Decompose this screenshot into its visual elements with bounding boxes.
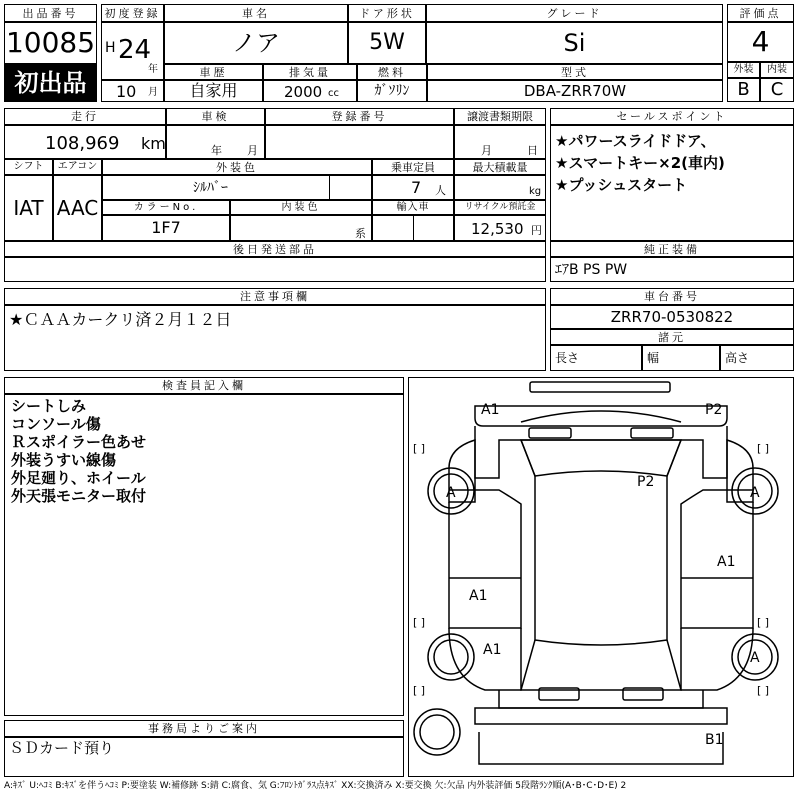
inspection-label: 車検: [166, 108, 265, 125]
color-no-value: 1F7: [102, 215, 230, 241]
transfer-deadline-label: 譲渡書類期限: [454, 108, 546, 125]
interior-color-label: 内装色: [230, 200, 372, 215]
diagram-mark-a1: A1: [717, 554, 736, 570]
transfer-deadline-cell: [454, 125, 546, 159]
office-value: ＳＤカード預り: [4, 737, 404, 777]
registration-month-cell: [101, 80, 164, 102]
capacity-cell: [372, 175, 454, 200]
sales-point-item: ★パワースライドドア、: [555, 132, 716, 150]
height-label: 高さ: [720, 345, 794, 371]
registration-no-cell: [265, 125, 454, 159]
registration-year-unit: 年: [148, 64, 158, 75]
car-name: ノア: [164, 22, 348, 64]
registration-year: 24: [118, 35, 152, 65]
model-label: 型式: [427, 64, 723, 80]
color-no-label: カラーNo.: [102, 200, 230, 215]
chassis-label: 車台番号: [550, 288, 794, 305]
recycle-cell: [454, 215, 546, 241]
notes-value: ★ＣＡＡカークリ済２月１２日: [4, 305, 546, 371]
recycle-label: リサイクル預託金: [454, 200, 546, 215]
grade: Si: [426, 22, 723, 64]
diagram-bracket: [ ]: [757, 442, 770, 455]
inspector-remarks: [4, 394, 404, 716]
displacement-value: 2000: [284, 83, 323, 101]
interior-score-label: 内装: [760, 62, 794, 78]
aircon-label: エアコン: [53, 159, 102, 175]
transfer-day-unit: 日: [527, 144, 538, 157]
remark-item: 外装うすい線傷: [11, 451, 117, 469]
car-name-label: 車名: [164, 4, 348, 22]
shift-value: IAT: [4, 175, 53, 241]
diagram-mark-p2: P2: [637, 474, 655, 490]
recycle-value: 12,530: [471, 220, 524, 238]
history-value: 自家用: [164, 80, 263, 102]
diagram-mark-a: A: [446, 485, 456, 501]
length-label: 長さ: [550, 345, 642, 371]
grade-label: グレード: [426, 4, 723, 22]
damage-diagram: [408, 377, 794, 777]
diagram-bracket: [ ]: [413, 684, 426, 697]
sales-point-item: ★スマートキー×2(車内): [555, 154, 725, 172]
mileage-unit: km: [141, 134, 166, 153]
registration-no-label: 登録番号: [265, 108, 454, 125]
diagram-bracket: [ ]: [757, 616, 770, 629]
interior-score: C: [760, 78, 794, 102]
capacity-label: 乗車定員: [372, 159, 454, 175]
car-outline-diagram: [409, 378, 793, 776]
remark-item: シートしみ: [11, 397, 87, 415]
import-label: 輸入車: [372, 200, 454, 215]
transfer-month-unit: 月: [481, 144, 492, 157]
diagram-mark-b1: B1: [705, 732, 724, 748]
mileage-value: 108,969: [45, 133, 120, 154]
notes-label: 注意事項欄: [4, 288, 546, 305]
inspection-year-unit: 年: [211, 144, 222, 157]
model-value: DBA-ZRR70W: [427, 80, 723, 102]
exterior-score-label: 外装: [727, 62, 760, 78]
genuine-equipment-value: ｴｱB PS PW: [550, 257, 794, 282]
sales-point-item: ★プッシュスタート: [555, 176, 688, 194]
max-load-cell: [454, 175, 546, 200]
office-label: 事務局よりご案内: [4, 720, 404, 737]
exterior-color-cell: [102, 175, 372, 200]
score-label: 評価点: [727, 4, 794, 22]
score-value: 4: [727, 22, 794, 62]
shift-label: シフト: [4, 159, 53, 175]
diagram-bracket: [ ]: [413, 616, 426, 629]
sales-points-list: [550, 125, 794, 241]
door-label: ドア形状: [348, 4, 426, 22]
dimensions-label: 諸元: [550, 329, 794, 345]
capacity-unit: 人: [435, 184, 446, 197]
mileage-cell: [4, 125, 166, 159]
diagram-bracket: [ ]: [757, 684, 770, 697]
diagram-mark-a: A: [750, 650, 760, 666]
max-load-label: 最大積載量: [454, 159, 546, 175]
exterior-color-label: 外装色: [102, 159, 372, 175]
registration-year-cell: [101, 22, 164, 80]
aircon-value: AAC: [53, 175, 102, 241]
later-parts-cell: [4, 257, 546, 282]
diagram-mark-a: A: [750, 485, 760, 501]
import-cell: [372, 215, 454, 241]
later-parts-label: 後日発送部品: [4, 241, 546, 257]
displacement-unit: cc: [328, 88, 339, 99]
inspection-cell: [166, 125, 265, 159]
chassis-value: ZRR70-0530822: [550, 305, 794, 329]
remark-item: 外足廻り、ホイール: [11, 469, 146, 487]
legend-text: A:ｷｽﾞ U:ﾍｺﾐ B:ｷｽﾞを伴うﾍｺﾐ P:要塗装 W:補修跡 S:錆 C:腐食、気 G:ﾌﾛﾝﾄｶﾞﾗｽ点ｷｽﾞ XX:交換済み X:要交換 欠:欠品 内外装評価 5段階ﾗﾝｸ順(A･B･C･D･E) 2: [4, 781, 627, 791]
max-load-unit: kg: [529, 186, 542, 197]
diagram-mark-a1: A1: [481, 402, 500, 418]
displacement-cell: [263, 80, 357, 102]
interior-color-unit: 系: [355, 227, 366, 240]
remark-item: Ｒスポイラー色あせ: [11, 433, 147, 451]
sales-points-label: セールスポイント: [550, 108, 794, 125]
recycle-unit: 円: [531, 224, 542, 237]
lot-label: 出品番号: [4, 4, 97, 22]
inspection-month-unit: 月: [247, 144, 258, 157]
fuel-label: 燃料: [357, 64, 427, 80]
diagram-mark-a1: A1: [483, 642, 502, 658]
exterior-color-value: ｼﾙﾊﾞｰ: [193, 180, 228, 196]
remark-item: 外天張モニター取付: [11, 487, 147, 505]
remark-item: コンソール傷: [11, 415, 101, 433]
inspector-label: 検査員記入欄: [4, 377, 404, 394]
registration-label: 初度登録: [101, 4, 164, 22]
genuine-equipment-label: 純正装備: [550, 241, 794, 257]
diagram-bracket: [ ]: [413, 442, 426, 455]
exterior-score: B: [727, 78, 760, 102]
divider: [413, 216, 414, 240]
interior-color-cell: [230, 215, 372, 241]
displacement-label: 排気量: [263, 64, 357, 80]
lot-number: 10085: [4, 22, 97, 64]
capacity-value: 7: [411, 178, 422, 197]
diagram-mark-p2: P2: [705, 402, 723, 418]
registration-era: H: [105, 40, 116, 56]
history-label: 車歴: [164, 64, 263, 80]
width-label: 幅: [642, 345, 720, 371]
mileage-label: 走行: [4, 108, 166, 125]
divider: [329, 176, 330, 199]
registration-month: 10: [116, 82, 137, 101]
registration-month-unit: 月: [148, 87, 158, 98]
diagram-mark-a1: A1: [469, 588, 488, 604]
first-listing-badge: 初出品: [4, 64, 97, 102]
fuel-value: ｶﾞｿﾘﾝ: [357, 80, 427, 102]
door-type: 5W: [348, 22, 426, 64]
